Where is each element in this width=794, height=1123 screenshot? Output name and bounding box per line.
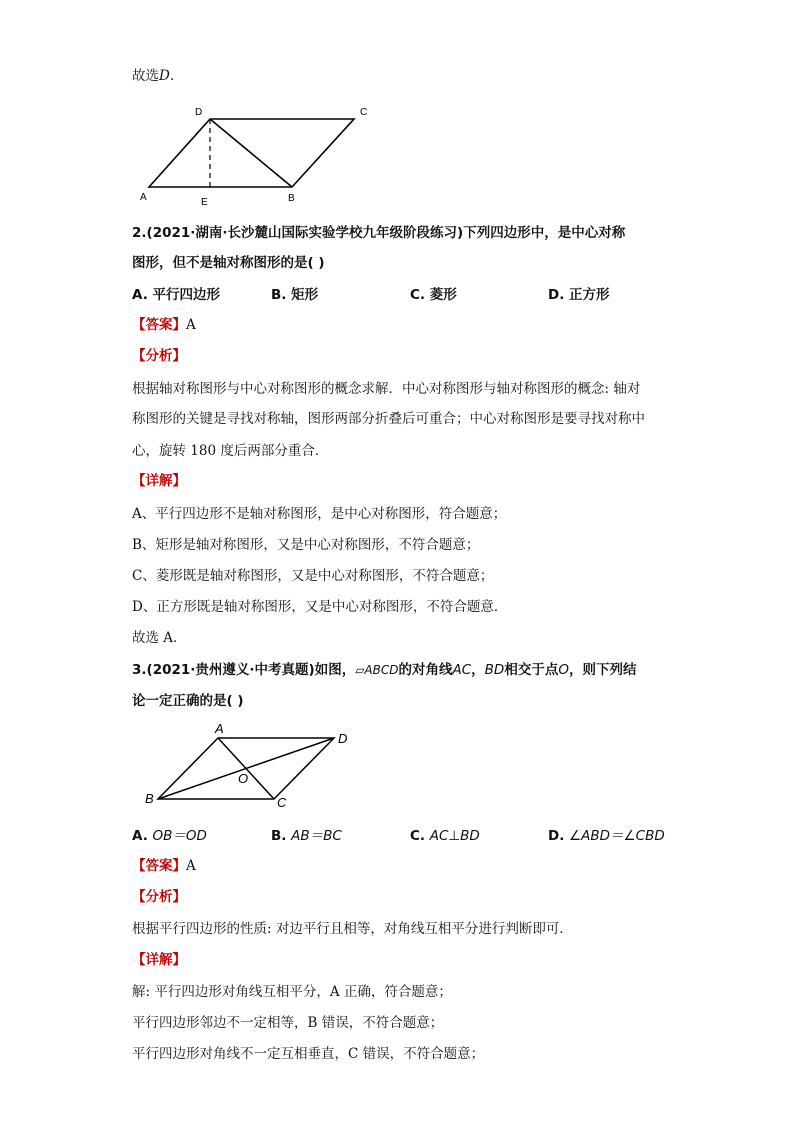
figure-parallelogram-abcd [140,718,370,818]
label-a: A [215,721,224,736]
label-c: C [277,795,287,810]
q2-number: 2. [132,225,147,241]
q2-answer-value: A [186,317,196,333]
q3-number: 3. [132,662,147,678]
label-a: A [140,192,147,203]
q3-option-c [410,826,480,846]
q3-analysis-line: 根据平行四边形的性质: 对边平行且相等，对角线互相平分进行判断即可． [132,921,573,937]
q3-stem-bd: BD [484,662,505,678]
q3-answer [132,856,196,876]
q3-option-a-text: OB＝OD [152,828,207,844]
q3-answer-value: A [186,858,196,874]
figure-parallelogram-1 [138,102,378,210]
label-o: O [238,771,249,786]
q2-stem-line2: 图形，但不是轴对称图形的是( ) [132,255,325,271]
q2-detail-label: 【详解】 [132,473,186,489]
q3-option-d-text: ∠ABD＝∠CBD [569,828,665,844]
prev-conclusion-letter: D [159,68,170,84]
q2-analysis-line3: 心，旋转 180 度后两部分重合． [132,443,329,459]
q3-detail-line3: 平行四边形对角线不一定互相垂直，C 错误，不符合题意； [132,1046,485,1062]
label-d: D [195,107,203,118]
q2-option-b-text: 矩形 [291,287,319,303]
q3-stem-ac: AC [452,662,472,678]
q3-detail-label: 【详解】 [132,952,186,968]
q3-stem-line2: 论一定正确的是( ) [132,693,244,709]
q2-option-c-letter: C. [410,287,426,303]
q3-option-c-letter: C. [410,828,426,844]
q2-conclusion: 故选 A． [132,630,187,646]
prev-conclusion [132,66,174,86]
q3-option-d [548,826,665,846]
q2-analysis-line1: 根据轴对称图形与中心对称图形的概念求解．中心对称图形与轴对称图形的概念: 轴对 [132,381,641,397]
q3-stem-shape: ▱ABCD [355,663,399,677]
q3-stem-b: 的对角线 [398,662,453,678]
q2-option-a-letter: A. [132,287,148,303]
q3-stem-o: O [558,662,569,678]
diagonal-bd [158,738,334,799]
q3-source: (2021·贵州遵义·中考真题) [146,662,315,678]
q2-option-b-letter: B. [271,287,287,303]
q3-detail-line1: 解: 平行四边形对角线互相平分，A 正确，符合题意； [132,984,452,1000]
q3-answer-label: 【答案】 [132,858,186,874]
q2-detail-line1: A、平行四边形不是轴对称图形，是中心对称图形，符合题意； [132,506,507,522]
q3-option-a [132,826,207,846]
q3-stem-c: 相交于点 [504,662,559,678]
q2-option-a-text: 平行四边形 [152,287,221,303]
q2-option-c-text: 菱形 [429,287,457,303]
q2-option-d [548,285,610,305]
q2-option-b [271,285,318,305]
q2-stem-text1: 下列四边形中，是中心对称 [463,225,626,241]
q3-stem-line1 [132,660,636,680]
q2-analysis-line2: 称图形的关键是寻找对称轴，图形两部分折叠后可重合；中心对称图形是要寻找对称中 [132,411,645,427]
prev-conclusion-prefix: 故选 [132,68,159,84]
label-b: B [145,791,154,806]
label-e: E [201,197,208,208]
q2-answer [132,315,196,335]
q2-answer-label: 【答案】 [132,317,186,333]
q3-option-c-text: AC⊥BD [429,828,480,844]
label-d: D [338,731,348,746]
label-b: B [288,193,295,204]
q3-stem-comma: ， [471,662,485,678]
q2-source: (2021·湖南·长沙麓山国际实验学校九年级阶段练习) [146,225,464,241]
q2-detail-line3: C、菱形既是轴对称图形，又是中心对称图形，不符合题意； [132,568,494,584]
prev-conclusion-suffix: . [169,68,175,84]
q3-option-b-letter: B. [271,828,287,844]
q3-stem-d: ，则下列结 [568,662,637,678]
q2-stem-line1 [132,223,625,243]
q2-option-c [410,285,457,305]
q3-stem-a: 如图， [314,662,356,678]
q2-option-d-text: 正方形 [569,287,610,303]
q3-analysis-label: 【分析】 [132,889,186,905]
label-c: C [360,107,368,118]
q3-option-d-letter: D. [548,828,565,844]
q2-detail-line4: D、正方形既是轴对称图形，又是中心对称图形，不符合题意． [132,599,508,615]
q3-option-b [271,826,342,846]
q3-option-b-text: AB＝BC [291,828,342,844]
q2-analysis-label: 【分析】 [132,348,186,364]
diagonal-db [210,119,292,187]
q2-option-d-letter: D. [548,287,565,303]
q3-option-a-letter: A. [132,828,148,844]
q2-detail-line2: B、矩形是轴对称图形，又是中心对称图形，不符合题意； [132,537,480,553]
q2-option-a [132,285,220,305]
q3-detail-line2: 平行四边形邻边不一定相等，B 错误，不符合题意； [132,1015,444,1031]
